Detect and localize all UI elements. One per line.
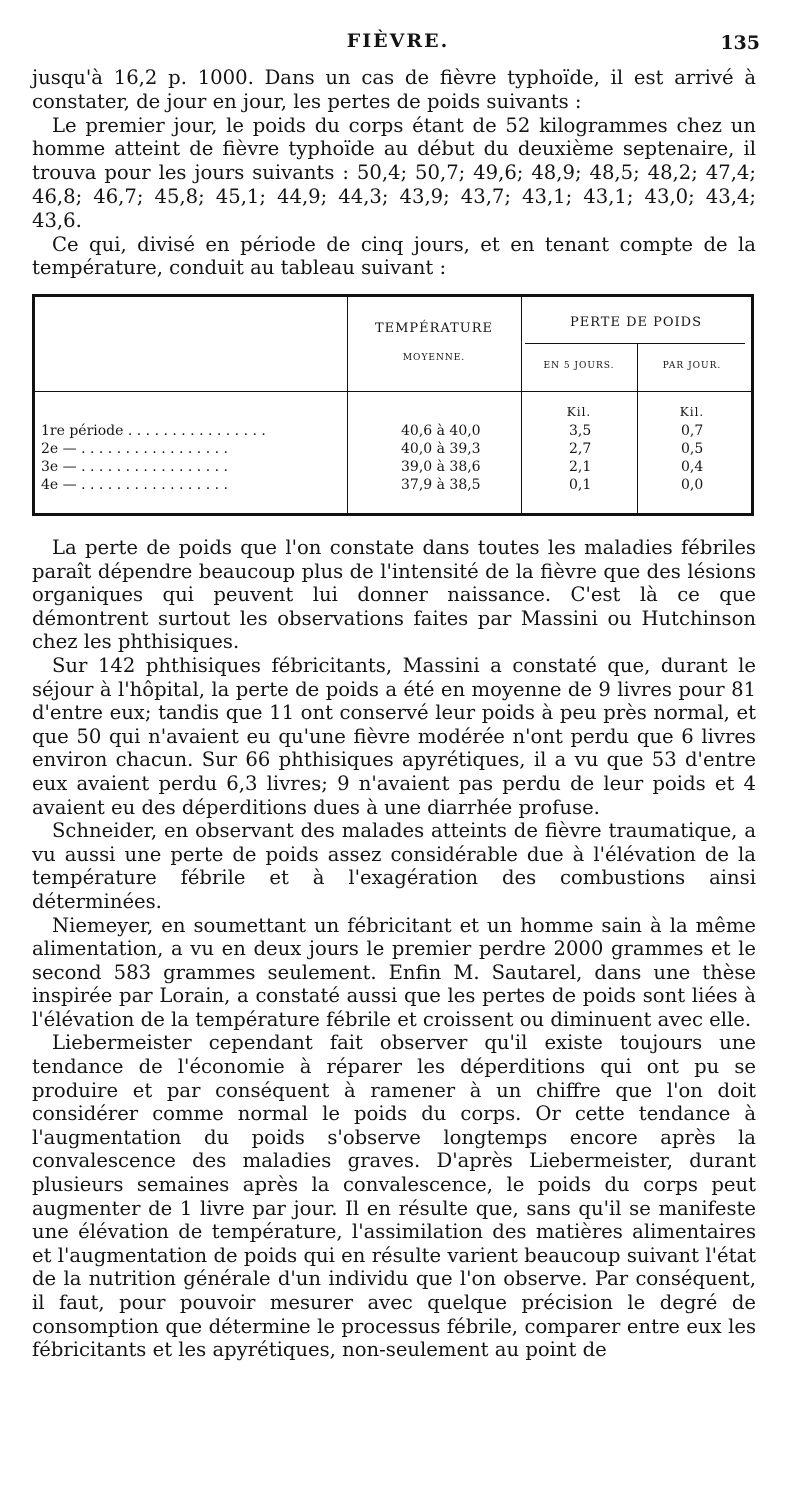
temperature-range: 40,6 à 40,0	[401, 423, 481, 439]
period-label: 1re période . . . . . . . . . . . . . . . .	[41, 423, 266, 439]
header-weight-loss: PERTE DE POIDS	[569, 315, 702, 330]
header-temperature-sub: MOYENNE.	[402, 353, 466, 363]
paragraph: Sur 142 phthisiques fébricitants, Massini a constaté que, durant le séjour à l'hôpital, la perte de poids a été en moyenne de 9 livres pour 81 d'entre eux; tandis que 11 ont conservé leur poids à peu près normal, et que 50 qui n'avaient eu qu'une fièvre modérée n'ont perdu que 6 livres environ chacun. Sur 66 phthisiques apyrétiques, il a vu que 53 d'entre eux avaient perdu 6,3 livres; 9 n'avaient pas perdu de leur poids et 4 avaient eu des déperditions dues à une diarrhée profuse.	[32, 653, 756, 819]
paragraph: Ce qui, divisé en période de cinq jours, et en tenant compte de la température, conduit au tableau suivant :	[32, 232, 756, 280]
header-loss-per-day: PAR JOUR.	[662, 361, 722, 371]
page-header	[28, 30, 768, 56]
running-title: FIÈVRE.	[346, 30, 450, 52]
temperature-range: 40,0 à 39,3	[401, 441, 481, 457]
table-row	[41, 459, 751, 479]
weight-loss-table	[32, 294, 754, 516]
table-row	[41, 441, 751, 461]
paragraph: Niemeyer, en soumettant un fébricitant et un homme sain à la même alimentation, a vu en deux jours le premier perdre 2000 grammes et le second 583 grammes seulement. Enfin M. Sautarel, dans une thèse inspirée par Lorain, a constaté aussi que les pertes de poids sont liées à l'élévation de la température fébrile et croissent ou diminuent avec elle.	[32, 913, 756, 1031]
period-label: 3e — . . . . . . . . . . . . . . . . .	[41, 459, 228, 475]
temperature-range: 39,0 à 38,6	[401, 459, 481, 475]
loss-per-day: 0,5	[681, 441, 704, 457]
period-label: 4e — . . . . . . . . . . . . . . . . .	[41, 477, 228, 493]
loss-per-day: 0,0	[681, 477, 704, 493]
unit-loss-day: Kil.	[679, 405, 705, 419]
unit-loss-5: Kil.	[566, 405, 592, 419]
paragraph: jusqu'à 16,2 p. 1000. Dans un cas de fièvre typhoïde, il est arrivé à constater, de jour en jour, les pertes de poids suivants :	[32, 66, 756, 113]
loss-5-days: 0,1	[569, 477, 592, 493]
table-row	[41, 477, 751, 497]
loss-5-days: 3,5	[569, 423, 592, 439]
loss-per-day: 0,4	[681, 459, 704, 475]
intro-text	[32, 66, 756, 280]
temperature-range: 37,9 à 38,5	[401, 477, 481, 493]
body-text	[32, 536, 756, 1362]
loss-5-days: 2,7	[569, 441, 592, 457]
table-row	[41, 423, 751, 443]
paragraph: Liebermeister cependant fait observer qu'il existe toujours une tendance de l'économie à réparer les déperditions qui ont pu se produire et par conséquent à ramener à un chiffre que l'on doit considérer comme normal le poids du corps. Or cette tendance à l'augmentation du poids s'observe longtemps encore après la convalescence des maladies graves. D'après Liebermeister, durant plusieurs semaines après la convalescence, le poids du corps peut augmenter de 1 livre par jour. Il en résulte que, sans qu'il se manifeste une élévation de température, l'assimilation des matières alimentaires et l'augmentation de poids qui en résulte varient beaucoup suivant l'état de la nutrition générale d'un individu que l'on observe. Par conséquent, il faut, pour pouvoir mesurer avec quelque précision le degré de consomption que détermine le processus fébrile, comparer entre eux les fébricitants et les apyrétiques, non-seulement au point de	[32, 1031, 756, 1362]
header-loss-5-days: EN 5 JOURS.	[543, 361, 615, 371]
period-label: 2e — . . . . . . . . . . . . . . . . .	[41, 441, 228, 457]
loss-per-day: 0,7	[681, 423, 704, 439]
paragraph: La perte de poids que l'on constate dans toutes les maladies fébriles paraît dépendre beaucoup plus de l'intensité de la fièvre que des lésions organiques qui peuvent lui donner naissance. C'est là ce que démontrent surtout les observations faites par Massini ou Hutchinson chez les phthisiques.	[32, 536, 756, 654]
paragraph: Schneider, en observant des malades atteints de fièvre traumatique, a vu aussi une perte de poids assez considérable due à l'élévation de la température fébrile et à l'exagération des combustions ainsi déterminées.	[32, 819, 756, 913]
loss-5-days: 2,1	[569, 459, 592, 475]
paragraph: Le premier jour, le poids du corps étant de 52 kilogrammes chez un homme atteint de fièvre typhoïde au début du deuxième septenaire, il trouva pour les jours suivants : 50,4; 50,7; 49,6; 48,9; 48,5; 48,2; 47,4; 46,8; 46,7; 45,8; 45,1; 44,9; 44,3; 43,9; 43,7; 43,1; 43,1; 43,0; 43,4; 43,6.	[32, 113, 756, 232]
header-temperature: TEMPÉRATURE	[374, 321, 494, 336]
page-number: 135	[720, 32, 760, 54]
